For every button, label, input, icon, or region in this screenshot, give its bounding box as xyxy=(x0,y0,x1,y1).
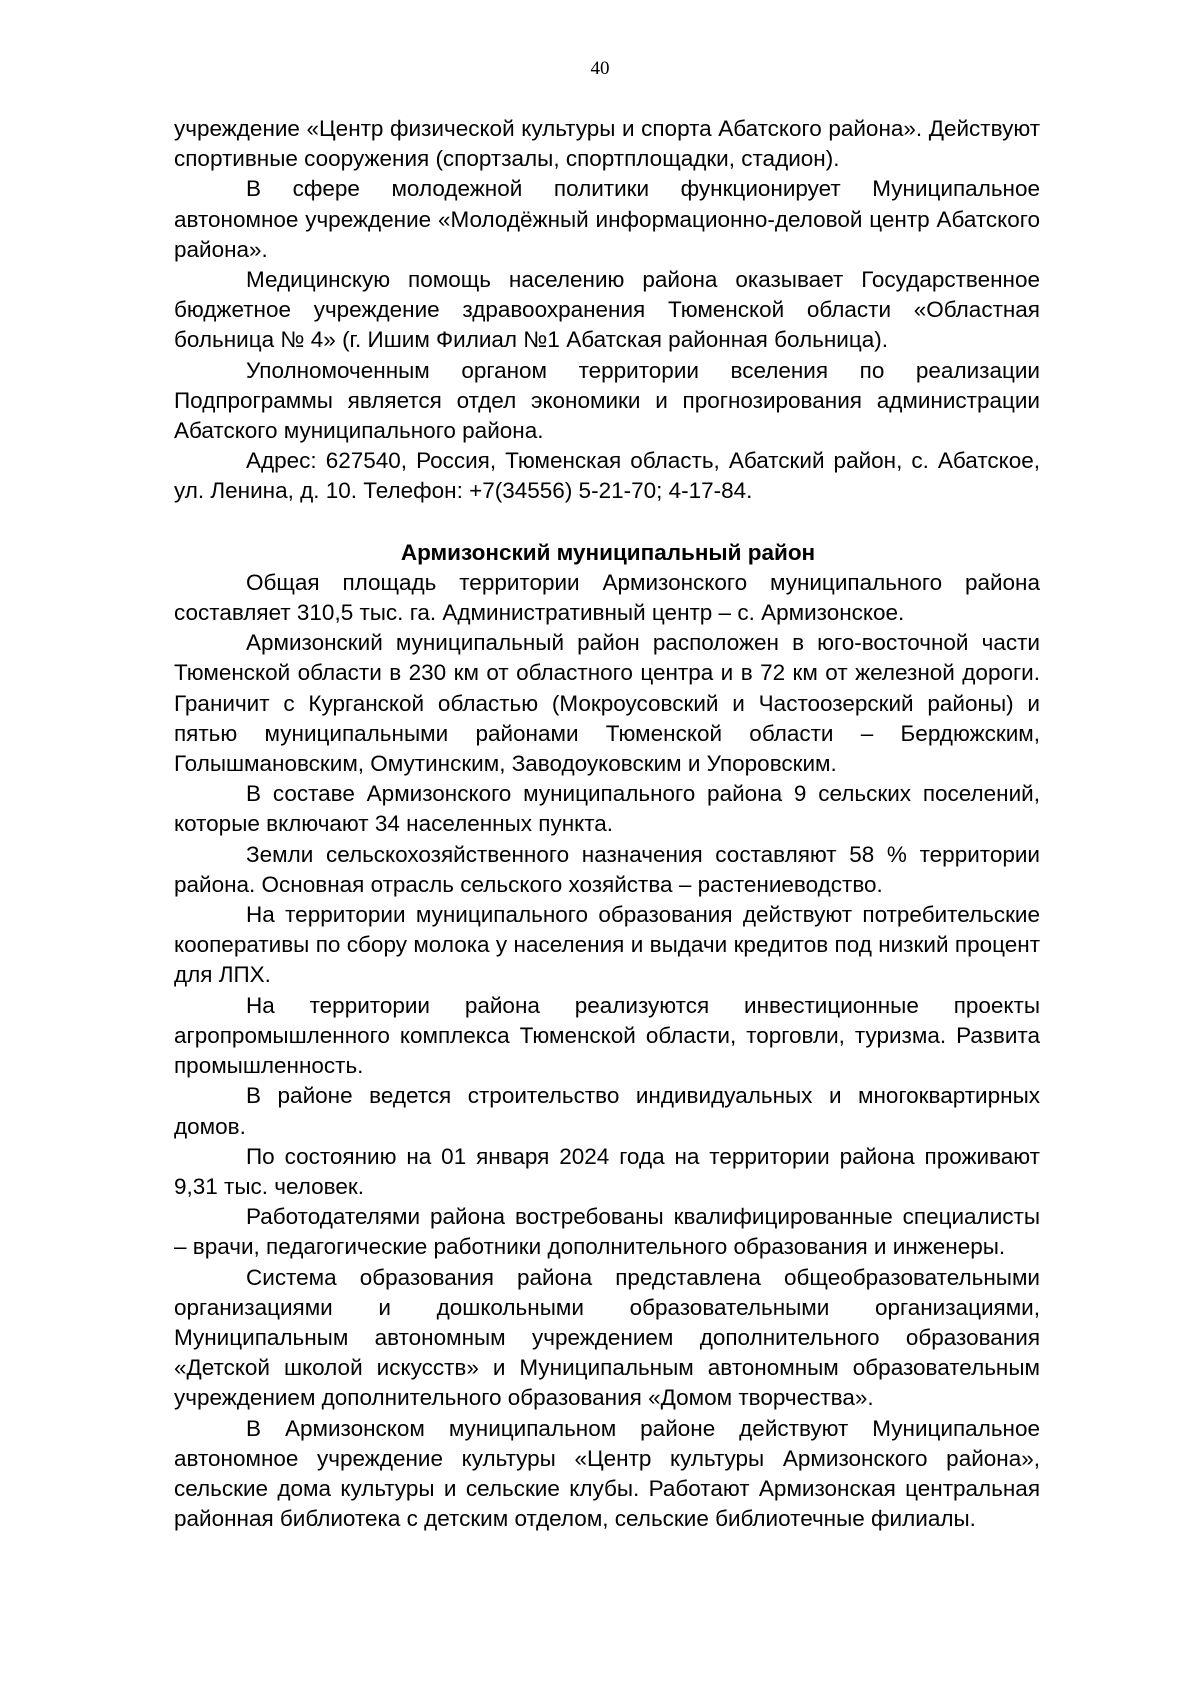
page-number: 40 xyxy=(590,58,610,79)
paragraph-settlements: В составе Армизонского муниципального района 9 сельских поселений, которые включают 34 населенных пункта. xyxy=(174,781,1040,837)
paragraph-cooperatives: На территории муниципального образования действуют потребительские кооперативы по сбору молока у населения и выдачи кредитов под низкий процент для ЛПХ. xyxy=(174,902,1040,988)
paragraph-location: Армизонский муниципальный район расположен в юго-восточной части Тюменской области в 230 км от областного центра и в 72 км от железной дороги. Граничит с Курганской областью (Мокроусовский и Частоозерский районы) и пятью муниципальными районами Тюменской области – Бердюжским, Голышмановским, Омутинским, Заводоуковским и Упоровским. xyxy=(174,630,1040,777)
paragraph-construction: В районе ведется строительство индивидуальных и многоквартирных домов. xyxy=(174,1083,1040,1139)
document-body xyxy=(174,114,1040,1534)
paragraph-population: По состоянию на 01 января 2024 года на территории района проживают 9,31 тыс. человек. xyxy=(174,1143,1040,1199)
section-heading: Армизонский муниципальный район xyxy=(400,539,816,565)
paragraph-address: Адрес: 627540, Россия, Тюменская область, Абатский район, с. Абатское, ул. Ленина, д. 10. Телефон: +7(34556) 5-21-70; 4-17-84. xyxy=(174,448,1040,504)
paragraph-area: Общая площадь территории Армизонского муниципального района составляет 310,5 тыс. га. Административный центр – с. Армизонское. xyxy=(174,569,1040,626)
paragraph-youth-policy: В сфере молодежной политики функционирует Муниципальное автономное учреждение «Молодёжный информационно-деловой центр Абатского района». xyxy=(174,176,1040,262)
paragraph-agriculture: Земли сельскохозяйственного назначения составляют 58 % территории района. Основная отрасль сельского хозяйства – растениеводство. xyxy=(174,841,1040,897)
paragraph-culture: В Армизонском муниципальном районе действуют Муниципальное автономное учреждение культуры «Центр культуры Армизонского района», сельские дома культуры и сельские клубы. Работают Армизонская центральная районная библиотека с детским отделом, сельские библиотечные филиалы. xyxy=(174,1415,1040,1532)
paragraph-medical-care: Медицинскую помощь населению района оказывает Государственное бюджетное учреждение здравоохранения Тюменской области «Областная больница № 4» (г. Ишим Филиал №1 Абатская районная больница). xyxy=(174,267,1040,353)
paragraph-authorized-body: Уполномоченным органом территории вселения по реализации Подпрограммы является отдел экономики и прогнозирования администрации Абатского муниципального района. xyxy=(174,357,1040,444)
paragraph-education: Система образования района представлена общеобразовательными организациями и дошкольными образовательными организациями, Муниципальным автономным учреждением дополнительного образования «Детской школой искусств» и Муниципальным автономным образовательным учреждением дополнительного образования «Домом творчества». xyxy=(174,1264,1040,1411)
paragraph-investment: На территории района реализуются инвестиционные проекты агропромышленного комплекса Тюменской области, торговли, туризма. Развита промышленность. xyxy=(174,992,1040,1079)
paragraph-employers: Работодателями района востребованы квалифицированные специалисты – врачи, педагогические работники дополнительного образования и инженеры. xyxy=(174,1204,1040,1260)
paragraph-sport-facilities: учреждение «Центр физической культуры и спорта Абатского района». Действуют спортивные сооружения (спортзалы, спортплощадки, стадион). xyxy=(174,116,1040,172)
